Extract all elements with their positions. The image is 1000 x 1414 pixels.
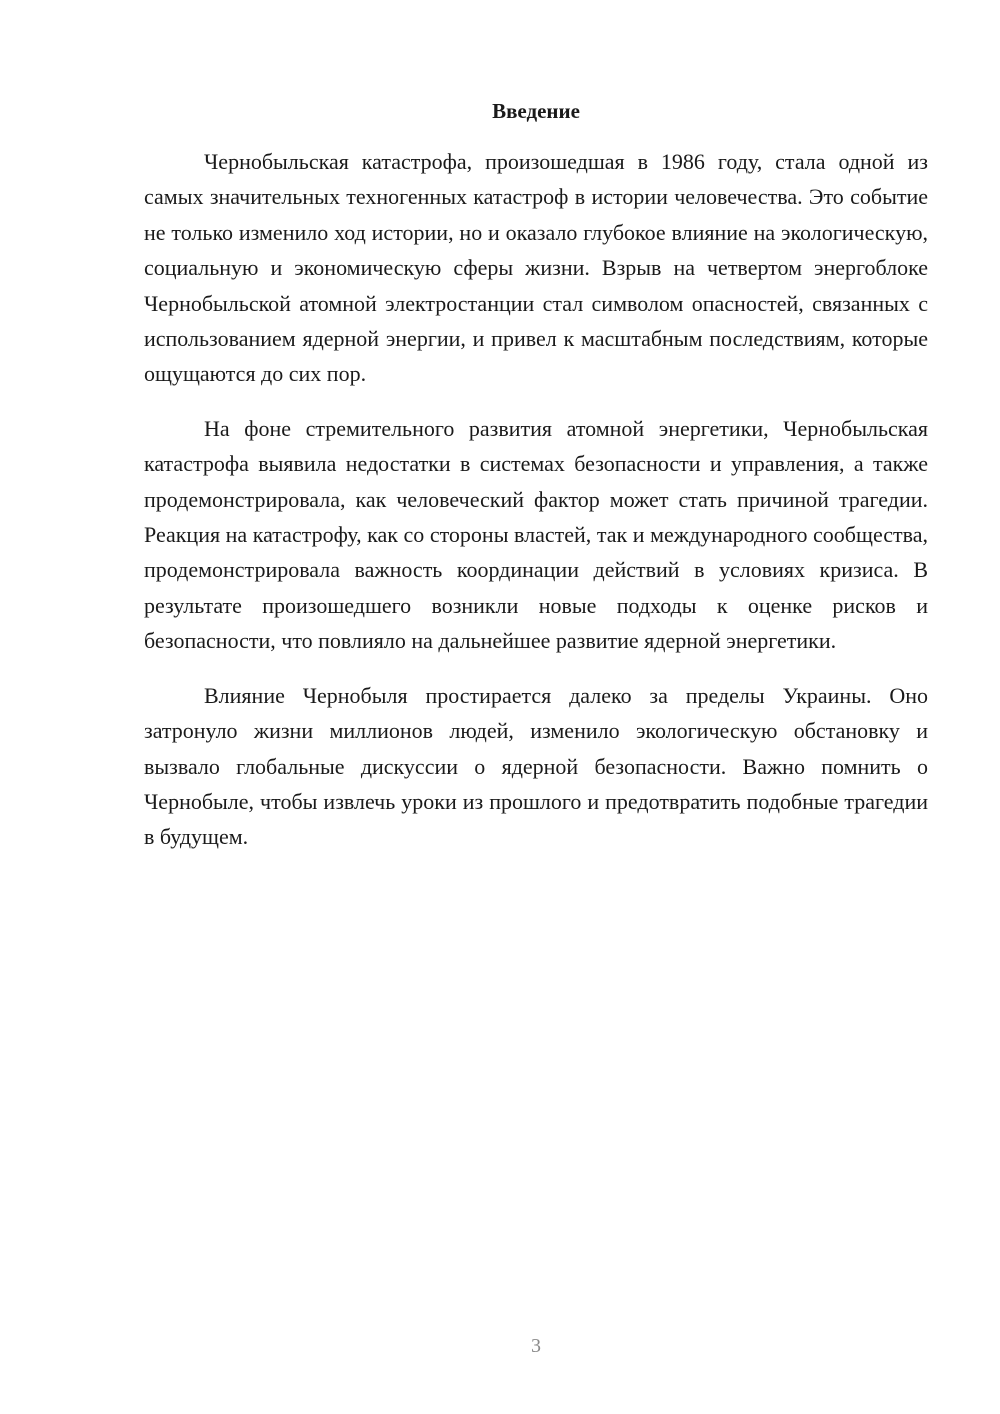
section-heading: Введение: [492, 99, 580, 123]
paragraph-1: Чернобыльская катастрофа, произошедшая в 1986 году, стала одной из самых значительных техногенных катастроф в истории человечества. Это событие не только изменило ход истории, но и оказало глубокое влияние на экологическую, социальную и экономическую сферы жизни. Взрыв на четвертом энергоблоке Чернобыльской атомной электростанции стал символом опасностей, связанных с использованием ядерной энергии, и привел к масштабным последствиям, которые ощущаются до сих пор.: [144, 149, 928, 387]
paragraph-3: Влияние Чернобыля простирается далеко за пределы Украины. Оно затронуло жизни миллионов людей, изменило экологическую обстановку и вызвало глобальные дискуссии о ядерной безопасности. Важно помнить о Чернобыле, чтобы извлечь уроки из прошлого и предотвратить подобные трагедии в будущем.: [144, 682, 928, 850]
page-body: [144, 96, 928, 855]
page-number: 3: [531, 1335, 541, 1357]
paragraph-2: На фоне стремительного развития атомной энергетики, Чернобыльская катастрофа выявила недостатки в системах безопасности и управления, а также продемонстрировала, как человеческий фактор может стать причиной трагедии. Реакция на катастрофу, как со стороны властей, так и международного сообщества, продемонстрировала важность координации действий в условиях кризиса. В результате произошедшего возникли новые подходы к оценке рисков и безопасности, что повлияло на дальнейшее развитие ядерной энергетики.: [144, 415, 928, 654]
